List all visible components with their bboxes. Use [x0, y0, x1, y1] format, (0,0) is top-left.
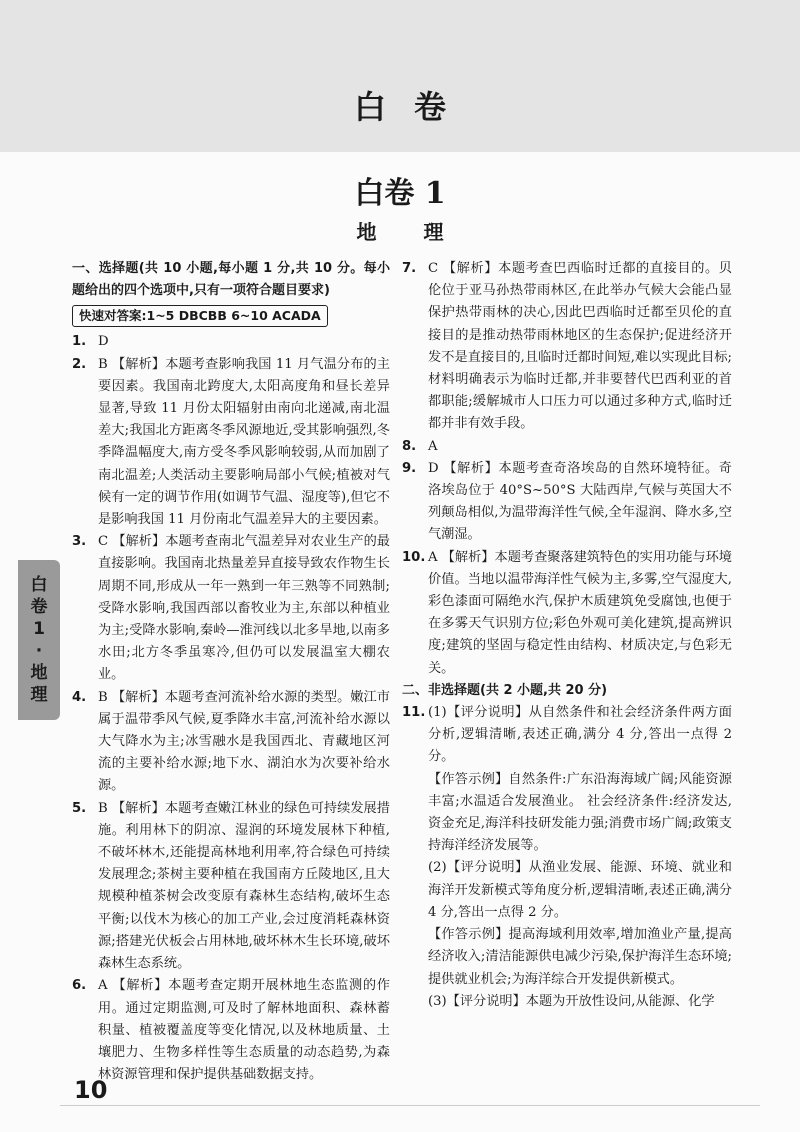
quick-answer-box: 快速对答案:1~5 DBCBB 6~10 ACADA — [72, 305, 328, 327]
page-number: 10 — [74, 1076, 108, 1104]
side-tab — [18, 560, 60, 720]
q11-example-2: 【作答示例】提高海域利用效率,增加渔业产量,提高经济收入;清洁能源供电减少污染,保护海洋生态环境;提供就业机会;为海洋综合开发提供新模式。 — [428, 927, 732, 987]
item-text: B 【解析】本题考查河流补给水源的类型。嫩江市属于温带季风气候,夏季降水丰富,河流补给水源以大气降水为主;冰雪融水是我国西北、青藏地区河流的主要补给水源;地下水、湖泊水为次要补给水源。 — [98, 689, 390, 794]
header-title: 白卷 — [353, 88, 474, 126]
item-number: 11. — [402, 705, 426, 721]
answer-item-8 — [402, 436, 732, 458]
item-text: D 【解析】本题考查奇洛埃岛的自然环境特征。奇洛埃岛位于 40°S~50°S 大陆西岸,气候与英国大不列颠岛相似,为温带海洋性气候,全年湿润、降水多,空气潮湿。 — [428, 460, 732, 543]
item-number: 9. — [402, 460, 417, 476]
item-number: 4. — [72, 689, 87, 705]
answer-item-4 — [72, 687, 390, 798]
item-number: 7. — [402, 261, 417, 276]
answer-item-9 — [402, 458, 732, 547]
item-number: 2. — [72, 356, 87, 372]
answer-item-3 — [72, 531, 390, 686]
side-tab-chars — [18, 574, 60, 706]
answer-item-6 — [72, 975, 390, 1086]
item-number: 8. — [402, 438, 417, 454]
side-tab-char: 理 — [30, 685, 48, 705]
bottom-divider — [60, 1105, 760, 1106]
item-text: (1)【评分说明】从自然条件和社会经济条件两方面分析,逻辑清晰,表述正确,满分 4 分,答出一点得 2 分。 — [428, 705, 732, 765]
side-tab-char: 白 — [30, 575, 48, 595]
item-number: 3. — [72, 534, 87, 550]
side-tab-label — [18, 574, 60, 706]
answer-item-10 — [402, 547, 732, 680]
answer-item-7 — [402, 258, 732, 436]
item-number: 1. — [72, 334, 87, 350]
side-tab-char: 卷 — [30, 597, 48, 617]
q11-part-3: (3)【评分说明】本题为开放性设问,从能源、化学 — [428, 993, 715, 1009]
section-heading-choice: 一、选择题(共 10 小题,每小题 1 分,共 10 分。每小题给出的四个选项中,只有一项符合题目要求) — [72, 261, 390, 299]
item-number: 10. — [402, 549, 426, 565]
item-text: C 【解析】本题考查巴西临时迁都的直接目的。贝伦位于亚马孙热带雨林区,在此举办气候大会能凸显保护热带雨林的决心,因此巴西临时迁都至贝伦的直接目的是推动热带雨林地区的生态保护;促进经济开发不是直接目的,且临时迁都时间短,难以实现此目标;材料明确表示为临时迁都,并非要替代巴西利亚的首都职能;缓解城市人口压力可以通过多种方式,临时迁都并非有效手段。 — [428, 261, 732, 432]
answer-item-1 — [72, 331, 390, 353]
answer-item-2 — [72, 354, 390, 532]
subject-title: 地 理 — [356, 220, 464, 244]
paper-title: 白卷 1 — [354, 176, 446, 211]
item-text: A 【解析】本题考查定期开展林地生态监测的作用。通过定期监测,可及时了解林地面积、森林蓄积量、植被覆盖度等变化情况,以及林地质量、土壤肥力、生物多样性等生态质量的动态趋势,为森林资源管理和保护提供基础数据支持。 — [98, 978, 390, 1083]
item-text: D — [98, 334, 109, 350]
side-tab-char: 1 — [33, 619, 45, 639]
item-text: B 【解析】本题考查嫩江林业的绿色可持续发展措施。利用林下的阴凉、湿润的环境发展林下种植,不破坏林木,还能提高林地利用率,符合绿色可持续发展理念;茶树主要种植在我国南方丘陵地区,且大规模种植茶树会改变原有森林生态结构,破坏生态平衡;以伐木为核心的加工产业,会过度消耗森林资源;搭建光伏板会占用林地,破坏林木生长环境,破坏森林生态系统。 — [98, 800, 390, 972]
item-text: C 【解析】本题考查南北气温差异对农业生产的最直接影响。我国南北热量差异直接导致农作物生长周期不同,形成从一年一熟到一年三熟等不同熟制;受降水影响,我国西部以畜牧业为主,东部以种植业为主;受降水影响,秦岭—淮河线以北多旱地,以南多水田;北方冬季虽寒冷,但仍可以发展温室大棚农业。 — [98, 534, 390, 683]
right-column — [402, 258, 732, 1013]
section-heading-nonchoice: 二、非选择题(共 2 小题,共 20 分) — [402, 682, 608, 698]
side-tab-char: 地 — [30, 663, 48, 683]
item-text: B 【解析】本题考查影响我国 11 月气温分布的主要因素。我国南北跨度大,太阳高度角和昼长差异显著,导致 11 月份太阳辐射由南向北递减,南北温差大;我国北方距离冬季风源地近,受其影响强烈,冬季降温幅度大,南方受冬季风影响较弱,从而加剧了南北温差;人类活动主要影响局部小气候;植被对气候有一定的调节作用(如调节气温、湿度等),但它不是影响我国 11 月份南北气温差异大的主要因素。 — [98, 356, 390, 528]
q11-example-1: 【作答示例】自然条件:广东沿海海域广阔;风能资源丰富;水温适合发展渔业。 社会经济条件:经济发达,资金充足,海洋科技研发能力强;消费市场广阔;政策支持海洋经济发展等。 — [428, 771, 732, 854]
answer-item-11 — [402, 702, 732, 769]
item-number: 6. — [72, 978, 87, 994]
header-band — [0, 0, 800, 152]
item-text: A 【解析】本题考查聚落建筑特色的实用功能与环境价值。当地以温带海洋性气候为主,多雾,空气湿度大,彩色漆面可隔绝水汽,保护木质建筑免受腐蚀,也便于在多雾天气识别方位;彩色外观可美化建筑,提高辨识度;建筑的坚固与稳定性由结构、材质决定,与色彩无关。 — [428, 549, 732, 676]
item-number: 5. — [72, 800, 87, 816]
left-column — [72, 258, 390, 1086]
item-text: A — [428, 438, 438, 454]
answer-item-5 — [72, 798, 390, 976]
side-tab-char: · — [35, 641, 43, 661]
q11-part-2: (2)【评分说明】从渔业发展、能源、环境、就业和海洋开发新模式等角度分析,逻辑清晰,表述正确,满分 4 分,答出一点得 2 分。 — [428, 860, 732, 920]
